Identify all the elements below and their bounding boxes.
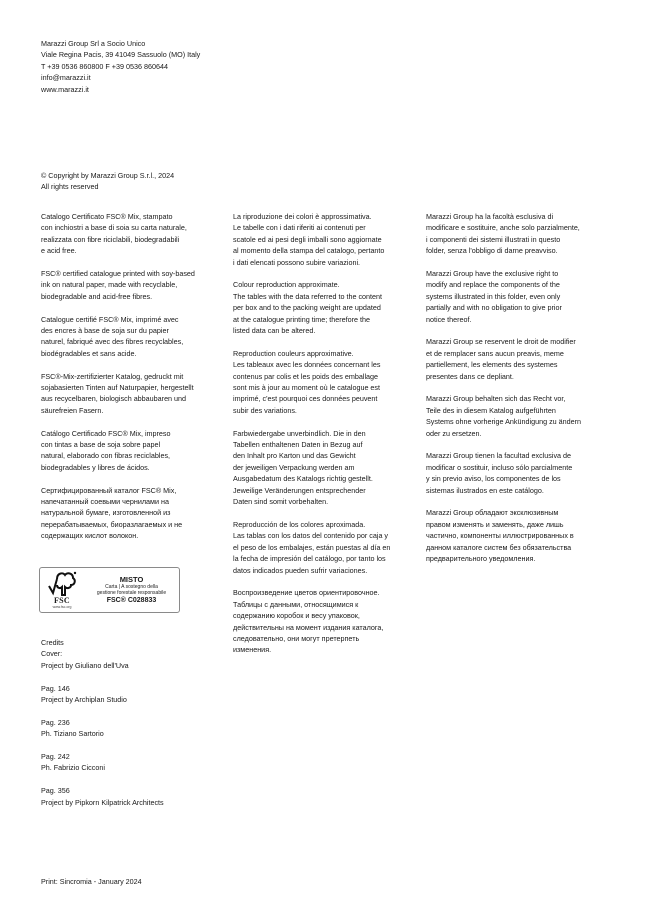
text-line: предварительного уведомления. [426,554,536,564]
credits-block [41,637,164,808]
credits-paragraph [41,751,164,774]
colour-reproduction-column [233,211,423,656]
text-line: e acid free. [41,246,77,256]
text-line: biodegradable and acid-free fibres. [41,291,153,301]
text-line: der jeweiligen Verpackung werden am [233,462,355,472]
fsc-label [39,567,180,613]
credits-paragraph [41,785,164,808]
text-line: Pag. 146 [41,683,70,693]
company-contact-block [41,38,200,95]
fsc-license-code: FSC® C028833 [106,596,157,604]
text-line: перерабатываемых, биоразлагаемых и не [41,519,183,529]
column-2-paragraph [233,519,423,576]
text-line: imprimé, c'est pourquoi ces données peuvent [233,394,378,404]
text-line: modificar o sostituir, incluso sólo parcialmente [426,462,573,472]
text-line: Reproduction couleurs approximative. [233,348,354,358]
text-line: modify and replace the components of the [426,280,560,290]
credits-paragraph [41,683,164,706]
text-line: Marazzi Group ha la facoltà esclusiva di [426,212,554,221]
text-line: et de remplacer sans aucun preavis, meme [426,348,564,358]
text-line: aus recycelbaren, biologisch abbaubaren und [41,394,187,404]
text-line: Сертифицированный каталог FSC® Mix, [41,485,177,495]
column-3-paragraph [426,268,621,325]
text-line: sistemas ilustrados en este catálogo. [426,485,544,495]
text-line: содержащих кислот волокон. [41,531,139,541]
text-line: natural, elaborado con fibras reciclables, [41,451,171,461]
text-line: con inchiostri a base di soia su carta naturale, [41,223,187,233]
fsc-desc-line2: gestione forestale responsabile [96,589,167,596]
text-line: The tables with the data referred to the content [233,291,383,301]
text-line: presentes dans ce depliant. [426,371,514,381]
text-line: listed data can be altered. [233,326,316,336]
rights-reserved: All rights reserved [41,182,99,192]
text-line: данном каталоге систем без обязательства [426,542,572,552]
column-2-paragraph [233,428,423,508]
text-line: systems illustrated in this folder, even only [426,291,561,301]
text-line: con tintas a base de soja sobre papel [41,440,161,450]
text-line: Reproducción de los colores aproximada. [233,519,366,529]
column-1-paragraph [41,314,226,360]
column-3-paragraph [426,507,621,564]
column-3-paragraph [426,393,621,439]
column-3-paragraph [426,450,621,496]
text-line: Farbwiedergabe unverbindlich. Die in den [233,428,366,438]
text-line: Marazzi Group have the exclusive right to [426,269,559,279]
text-line: Marazzi Group обладают эксклюзивным [426,508,559,518]
print-info [41,876,142,887]
text-line: следовательно, они могут претерпеть [233,633,360,643]
column-2-paragraph [233,211,423,268]
text-line: Ausgabedatum des Katalogs richtig gestellt. [233,474,373,484]
column-1-paragraph [41,268,226,302]
fsc-logo-url: www.fsc.org [52,605,72,609]
text-line: y sin previo aviso, los componentes de los [426,474,561,484]
text-line: Tabellen enthaltenen Daten in Bezug auf [233,440,363,450]
text-line: contenus par colis et les poids des emballage [233,371,379,381]
text-line: sont mis à jour au moment où le catalogue est [233,383,381,393]
text-line: realizzata con fibre riciclabili, biodegradabili [41,234,180,244]
text-line: i componenti dei sistemi illustrati in questo [426,234,561,244]
text-line: ink on natural paper, made with recyclable, [41,280,178,290]
text-line: per box and to the packing weight are updated [233,303,381,313]
company-phone-fax: T +39 0536 860800 F +39 0536 860644 [41,61,168,71]
text-line: den Inhalt pro Karton und das Gewicht [233,451,356,461]
text-line: Cover: [41,649,63,659]
text-line: Ph. Fabrizio Cicconi [41,763,105,773]
fsc-title: MISTO [119,574,144,584]
text-line: la fecha de impresión del catálogo, por tanto los [233,554,386,564]
text-line: Project by Pipkorn Kilpatrick Architects [41,797,164,807]
text-line: FSC®-Mix-zertifizierter Katalog, gedruckt mit [41,371,184,381]
text-line: Le tabelle con i dati riferiti ai contenuti per [233,223,366,233]
text-line: Catalogue certifié FSC® Mix, imprimé avec [41,314,179,324]
copyright-notice: © Copyright by Marazzi Group S.r.l., 2024 [41,171,175,180]
text-line: Teile des in diesem Katalog aufgeführten [426,405,556,415]
column-1-paragraph [41,485,226,542]
text-line: Pag. 236 [41,717,70,727]
text-line: Systems ohne vorherige Ankündigung zu ändern [426,417,582,427]
text-line: subir des variations. [233,405,297,415]
text-line: Les tableaux avec les données concernant les [233,360,381,370]
text-line: Ph. Tiziano Sartorio [41,729,104,739]
text-line: Daten sind somit vorbehalten. [233,497,329,507]
column-3-paragraph [426,336,621,382]
text-line: biodégradables et sans acide. [41,348,137,358]
column-1-paragraph [41,211,226,257]
text-line: натуральной бумаге, изготовленной из [41,508,171,518]
text-line: el peso de los embalajes, están puestas al día en [233,542,391,552]
fsc-info [84,575,179,606]
company-name: Marazzi Group Srl a Socio Unico [41,39,146,48]
column-1-paragraph [41,371,226,417]
text-line: напечатанный соевыми чернилами на [41,497,169,507]
text-line: Pag. 242 [41,752,70,762]
text-line: partiellement, les elements des systemes [426,360,558,370]
text-line: Marazzi Group se reservent le droit de modifier [426,337,576,347]
text-line: действительны на момент издания каталога, [233,622,384,632]
text-line: sojabasierten Tinten auf Naturpapier, hergestellt [41,383,194,393]
text-line: notice thereof. [426,314,472,324]
text-line: частично, компоненты иллюстрированных в [426,531,574,541]
fsc-certification-column [41,211,226,542]
text-line: FSC® certified catalogue printed with soy-based [41,269,195,279]
fsc-desc-line1: Carta | A sostegno della [105,583,158,590]
text-line: Colour reproduction approximate. [233,280,340,290]
text-line: scatole ed ai pesi degli imballi sono aggiornate [233,234,382,244]
modification-rights-column [426,211,621,565]
text-line: Catalogo Certificato FSC® Mix, stampato [41,212,173,221]
company-website: www.marazzi.it [41,84,89,94]
text-line: правом изменять и заменять, даже лишь [426,519,564,529]
text-line: Catálogo Certificado FSC® Mix, impreso [41,428,171,438]
text-line: des encres à base de soja sur du papier [41,326,169,336]
text-line: folder, senza l'obbligo di darne preavviso. [426,246,558,256]
text-line: Credits [41,638,64,647]
text-line: Jeweilige Veränderungen entsprechender [233,485,366,495]
text-line: Las tablas con los datos del contenido por caja y [233,531,389,541]
column-3-paragraph [426,211,621,257]
fsc-logo [42,568,82,612]
company-address: Viale Regina Pacis, 39 41049 Sassuolo (MO) Italy [41,50,201,60]
text-line: содержанию коробок и весу упаковок, [233,611,360,621]
fsc-tree-icon [47,571,77,597]
text-line: modificare e sostituire, anche solo parzialmente, [426,223,580,233]
text-line: säurefreien Fasern. [41,405,104,415]
text-line: изменения. [233,645,272,655]
credits-paragraph [41,717,164,740]
text-line: at the catalogue printing time; therefore the [233,314,371,324]
credits-paragraph [41,637,164,671]
company-email: info@marazzi.it [41,73,91,83]
column-1-paragraph [41,428,226,474]
text-line: Project by Giuliano dell'Uva [41,660,129,670]
text-line: naturel, fabriqué avec des fibres recyclables, [41,337,184,347]
text-line: oder zu ersetzen. [426,428,482,438]
text-line: biodegradables y libres de ácidos. [41,462,150,472]
text-line: Marazzi Group behalten sich das Recht vor, [426,394,566,404]
text-line: Воспроизведение цветов ориентировочное. [233,588,380,598]
text-line: i dati elencati possono subire variazioni. [233,257,361,267]
column-2-paragraph [233,348,423,416]
text-line: Таблицы с данными, относящимися к [233,599,359,609]
text-line: Pag. 356 [41,786,70,796]
column-2-paragraph [233,279,423,336]
text-line: Project by Archiplan Studio [41,695,127,705]
text-line: Marazzi Group tienen la facultad exclusiva de [426,451,572,461]
column-2-paragraph [233,587,423,655]
text-line: partially and with no obligation to give prior [426,303,562,313]
print-text: Print: Sincromia - January 2024 [41,877,142,886]
text-line: al momento della stampa del catalogo, pertanto [233,246,385,256]
text-line: datos indicados pueden sufrir variaciones. [233,565,368,575]
fsc-logo-text: FSC [53,596,70,605]
copyright-block [41,170,174,193]
text-line: La riproduzione dei colori è approssimativa. [233,212,372,221]
